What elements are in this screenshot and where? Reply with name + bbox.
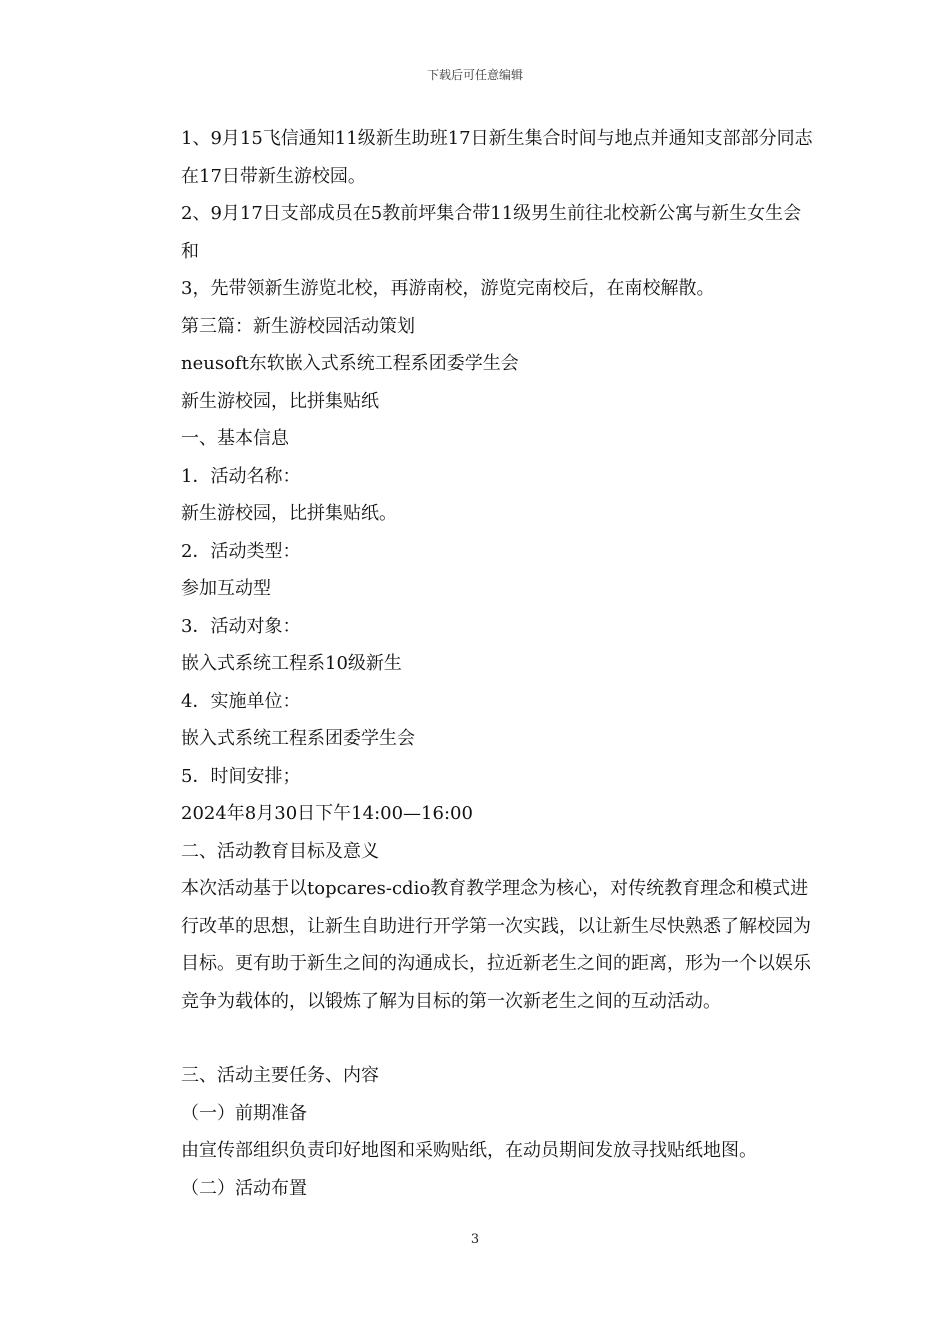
field-value: 嵌入式系统工程系团委学生会 <box>181 728 415 749</box>
paragraph: 1、9月15飞信通知11级新生助班17日新生集合时间与地点并通知支部部分同志在17日带新生游校园。 <box>181 128 813 187</box>
field-label: 4．实施单位： <box>181 690 301 712</box>
subheading: （二）活动布置 <box>181 1177 307 1199</box>
page-header: 下载后可任意编辑 <box>426 68 523 82</box>
section-title: 第三篇：新生游校园活动策划 <box>181 315 415 337</box>
paragraph: 2、9月17日支部成员在5教前坪集合带11级男生前往北校新公寓与新生女生会和 <box>181 203 802 262</box>
heading-goals: 二、活动教育目标及意义 <box>181 840 379 862</box>
paragraph: 由宣传部组织负责印好地图和采购贴纸，在动员期间发放寻找贴纸地图。 <box>181 1140 757 1161</box>
activity-title: 新生游校园，比拼集贴纸 <box>181 390 379 412</box>
paragraph: 3，先带领新生游览北校，再游南校，游览完南校后，在南校解散。 <box>181 278 715 299</box>
field-value: 嵌入式系统工程系10级新生 <box>181 653 402 674</box>
document-body <box>145 120 817 1207</box>
page-number: 3 <box>470 1232 480 1247</box>
heading-tasks: 三、活动主要任务、内容 <box>181 1065 379 1086</box>
blank-line <box>145 1020 817 1057</box>
paragraph: 本次活动基于以topcares-cdio教育教学理念为核心，对传统教育理念和模式进行改革的思想，让新生自助进行开学第一次实践，以让新生尽快熟悉了解校园为目标。更有助于新生之间的沟通成长，拉近新老生之间的距离，形为一个以娱乐竞争为载体的，以锻炼了解为目标的第一次新老生之间的互动活动。 <box>181 878 811 1012</box>
field-value: 2024年8月30日下午14:00—16:00 <box>181 803 473 824</box>
field-label: 2．活动类型： <box>181 540 301 562</box>
subheading: （一）前期准备 <box>181 1102 307 1124</box>
field-value: 参加互动型 <box>181 578 271 599</box>
field-label: 5．时间安排； <box>181 765 301 787</box>
field-label: 1．活动名称： <box>181 465 301 487</box>
organization-line: neusoft东软嵌入式系统工程系团委学生会 <box>181 353 519 374</box>
field-value: 新生游校园，比拼集贴纸。 <box>181 503 397 524</box>
field-label: 3．活动对象： <box>181 615 301 637</box>
heading-basic-info: 一、基本信息 <box>181 428 289 449</box>
